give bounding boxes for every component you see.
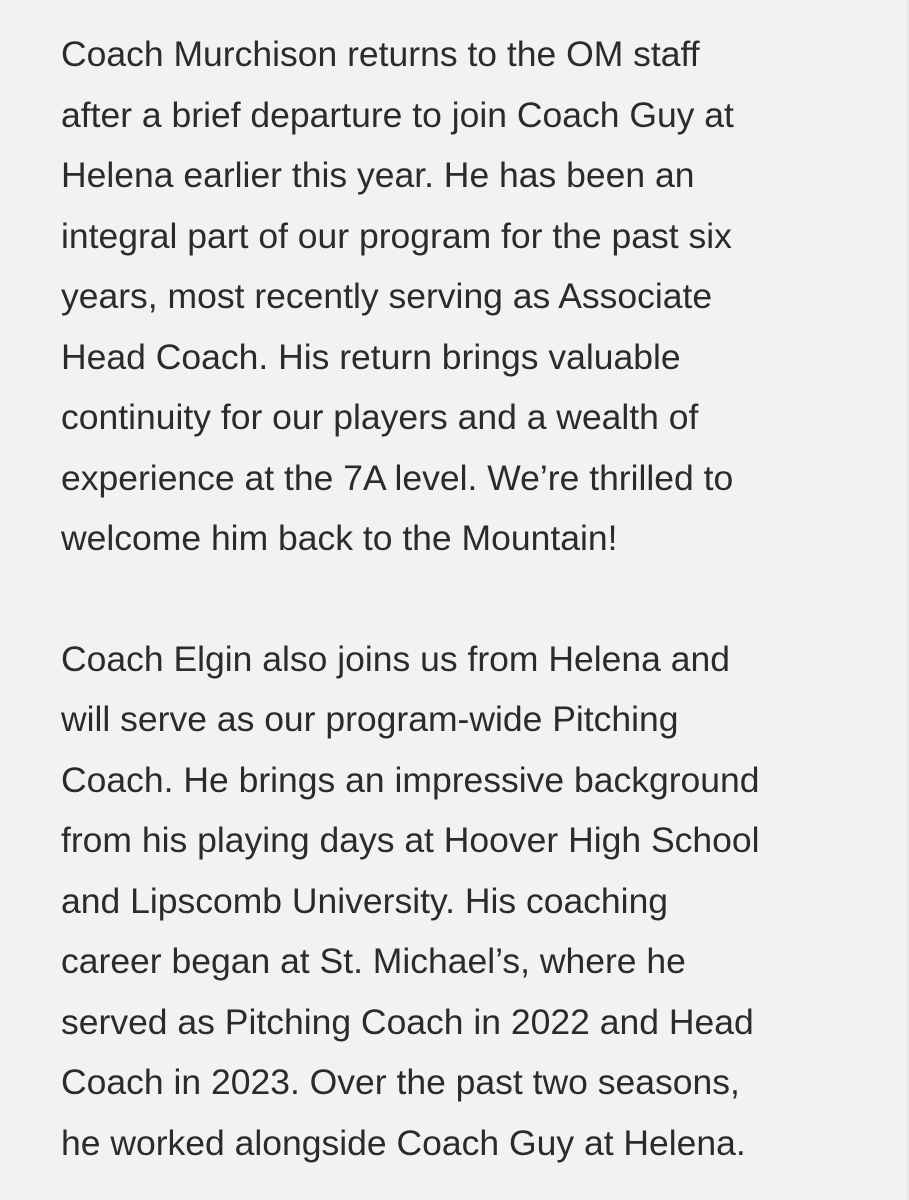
paragraph-spacer	[61, 569, 881, 629]
text-line: Helena earlier this year. He has been an	[61, 155, 695, 195]
text-line: Coach. He brings an impressive background	[61, 759, 760, 800]
text-line: years, most recently serving as Associate	[61, 276, 713, 316]
text-line: Head Coach. His return brings valuable	[61, 336, 681, 377]
article-body	[61, 24, 881, 1173]
text-line: after a brief departure to join Coach Guy at	[61, 94, 734, 135]
text-line: Coach Elgin also joins us from Helena and	[61, 638, 730, 679]
text-line: and Lipscomb University. His coaching	[61, 880, 669, 921]
text-line: experience at the 7A level. We’re thrilled to	[61, 457, 734, 498]
text-line: continuity for our players and a wealth of	[61, 397, 699, 437]
text-line: welcome him back to the Mountain!	[61, 518, 618, 558]
text-line: from his playing days at Hoover High School	[61, 820, 760, 860]
paragraph-elgin	[61, 629, 881, 1174]
text-line: he worked alongside Coach Guy at Helena.	[61, 1122, 746, 1163]
paragraph-murchison	[61, 24, 881, 569]
text-line: Coach in 2023. Over the past two seasons,	[61, 1062, 740, 1102]
text-line: will serve as our program-wide Pitching	[61, 699, 679, 739]
text-line: served as Pitching Coach in 2022 and Head	[61, 1001, 754, 1042]
text-line: integral part of our program for the past six	[61, 215, 732, 256]
text-line: Coach Murchison returns to the OM staff	[61, 34, 700, 74]
text-line: career began at St. Michael’s, where he	[61, 941, 686, 981]
